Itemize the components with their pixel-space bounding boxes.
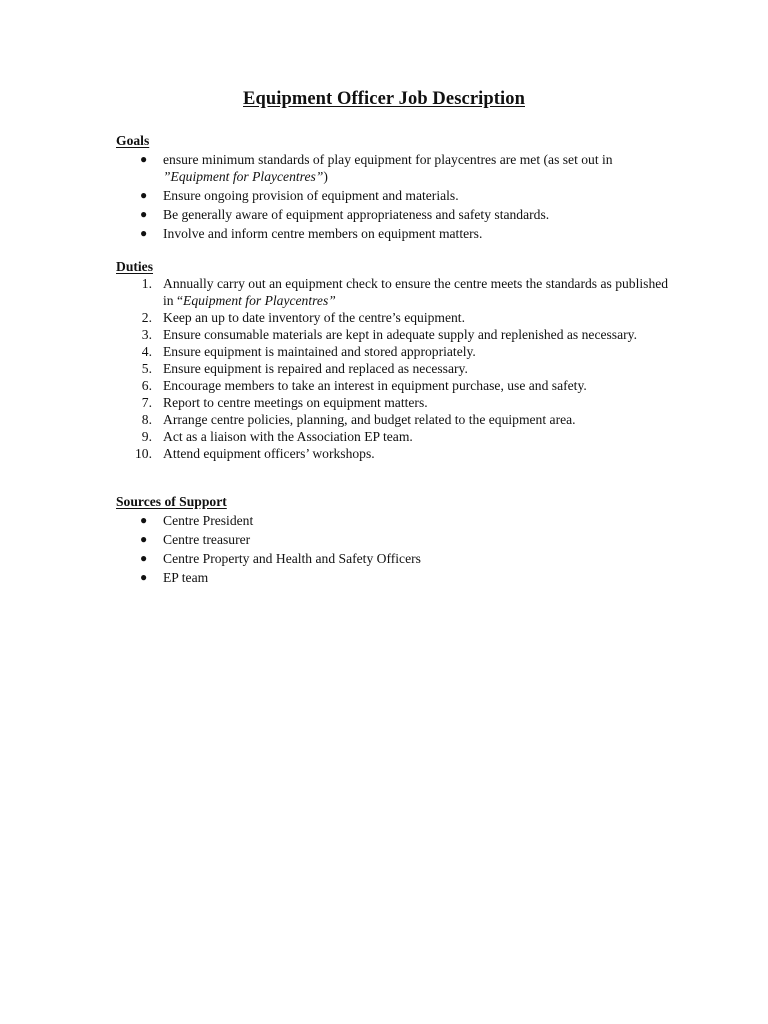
list-item [116, 569, 676, 586]
list-item [116, 531, 676, 548]
list-item [116, 225, 676, 242]
list-item [116, 151, 676, 185]
list-item [116, 411, 676, 428]
list-item-text: Ensure ongoing provision of equipment and materials. [163, 188, 459, 203]
list-number: 4. [141, 344, 152, 359]
list-item [116, 377, 676, 394]
list-item-text: Ensure consumable materials are kept in adequate supply and replenished as necessary. [163, 327, 637, 342]
goals-section [116, 132, 676, 242]
list-item-text: Involve and inform centre members on equipment matters. [163, 226, 483, 241]
list-item-text: Act as a liaison with the Association EP team. [163, 429, 413, 444]
bullet-icon: ● [140, 207, 148, 221]
list-item [116, 326, 676, 343]
page-title: Equipment Officer Job Description [243, 89, 525, 109]
list-item [116, 512, 676, 529]
list-item [116, 309, 676, 326]
bullet-icon: ● [140, 152, 148, 166]
list-number: 7. [141, 395, 152, 410]
list-item-text: Report to centre meetings on equipment matters. [163, 395, 428, 410]
list-number: 10. [135, 446, 152, 461]
list-item-text: Arrange centre policies, planning, and budget related to the equipment area. [163, 412, 576, 427]
support-heading: Sources of Support [116, 494, 227, 509]
list-item-text: Centre Property and Health and Safety Officers [163, 551, 421, 566]
support-list [116, 512, 676, 586]
goals-heading: Goals [116, 133, 150, 148]
list-item-text: Encourage members to take an interest in equipment purchase, use and safety. [163, 378, 587, 393]
bullet-icon: ● [140, 226, 148, 240]
list-item [116, 206, 676, 223]
list-item-text: EP team [163, 570, 209, 585]
list-item-text: Be generally aware of equipment appropriateness and safety standards. [163, 207, 550, 222]
bullet-icon: ● [140, 551, 148, 565]
list-item [116, 394, 676, 411]
list-item-text: Keep an up to date inventory of the centre’s equipment. [163, 310, 465, 325]
list-item [116, 187, 676, 204]
duties-section [116, 258, 676, 462]
list-number: 5. [141, 361, 152, 376]
list-item [116, 275, 676, 309]
list-item [116, 360, 676, 377]
list-item [116, 445, 676, 462]
list-number: 6. [141, 378, 152, 393]
list-item-text: Attend equipment officers’ workshops. [163, 446, 375, 461]
bullet-icon: ● [140, 532, 148, 546]
list-item-text: Centre treasurer [163, 532, 251, 547]
list-item-text: Ensure equipment is maintained and stored appropriately. [163, 344, 476, 359]
list-number: 2. [141, 310, 152, 325]
bullet-icon: ● [140, 570, 148, 584]
bullet-icon: ● [140, 188, 148, 202]
goals-list [116, 151, 676, 242]
list-item-text: Annually carry out an equipment check to ensure the centre meets the standards as published in “Equipment for Playcentres” [163, 276, 669, 308]
list-item [116, 428, 676, 445]
list-number: 8. [141, 412, 152, 427]
list-number: 3. [141, 327, 152, 342]
list-number: 1. [141, 276, 152, 291]
support-section [116, 493, 676, 586]
duties-list [116, 275, 676, 462]
list-item [116, 550, 676, 567]
list-item-text: Centre President [163, 513, 254, 528]
list-item-text: ensure minimum standards of play equipment for playcentres are met (as set out in ”Equipment for Playcentres”) [163, 152, 613, 184]
list-item [116, 343, 676, 360]
bullet-icon: ● [140, 513, 148, 527]
list-number: 9. [141, 429, 152, 444]
duties-heading: Duties [116, 259, 154, 274]
list-item-text: Ensure equipment is repaired and replaced as necessary. [163, 361, 468, 376]
